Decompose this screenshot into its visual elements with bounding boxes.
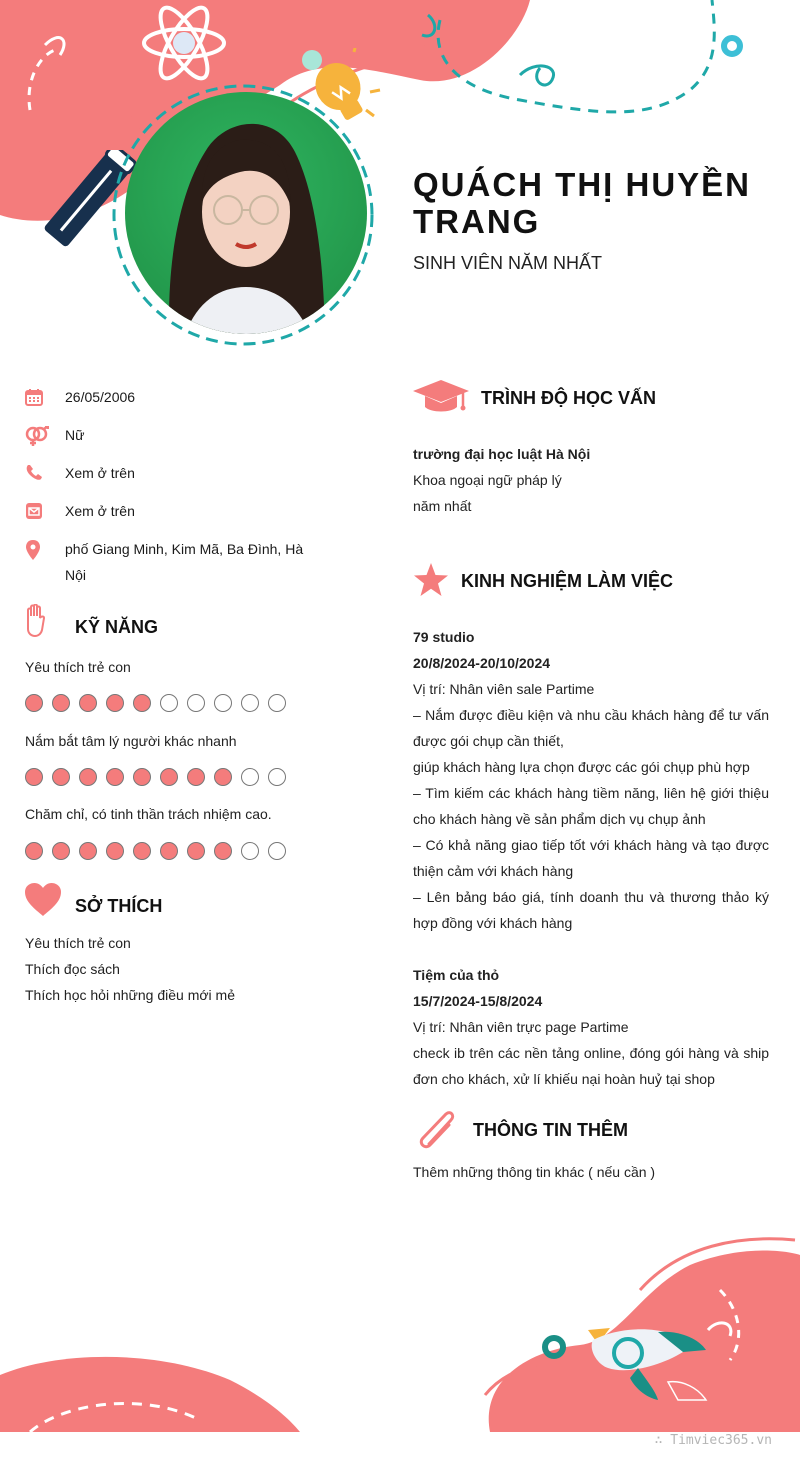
- extra-heading: THÔNG TIN THÊM: [473, 1120, 628, 1140]
- gender-icon: [25, 426, 49, 446]
- contact-email: [25, 498, 325, 524]
- contact-address: [25, 536, 305, 588]
- job-position: Vị trí: Nhân viên sale Partime: [413, 681, 595, 697]
- rating-dot-filled: [133, 694, 151, 712]
- experience-heading: KINH NGHIỆM LÀM VIỆC: [461, 571, 674, 591]
- address-text: phố Giang Minh, Kim Mã, Ba Đình, Hà Nội: [65, 541, 304, 583]
- job-company: Tiệm của thỏ: [413, 967, 500, 983]
- email-text: Xem ở trên: [65, 503, 135, 519]
- education-school: trường đại học luật Hà Nội: [413, 446, 591, 462]
- rating-dot-empty: [268, 694, 286, 712]
- heart-icon: [25, 883, 61, 916]
- rating-dot-empty: [241, 694, 259, 712]
- contact-gender: [25, 422, 325, 448]
- hobby-item: Thích học hỏi những điều mới mẻ: [25, 987, 235, 1003]
- candidate-title: SINH VIÊN NĂM NHẤT: [413, 253, 603, 273]
- contact-birthday: [25, 384, 325, 410]
- job-position: Vị trí: Nhân viên trực page Partime: [413, 1019, 629, 1035]
- rating-dot-empty: [214, 694, 232, 712]
- skill-name: Yêu thích trẻ con: [25, 659, 131, 675]
- job-duty: giúp khách hàng lựa chọn được các gói chụp phù hợp: [413, 759, 750, 775]
- skill-rating: [25, 842, 286, 860]
- job-entry: [413, 962, 769, 1092]
- phone-text: Xem ở trên: [65, 465, 135, 481]
- email-icon: [25, 502, 43, 520]
- skill-rating: [25, 768, 286, 786]
- rating-dot-filled: [106, 842, 124, 860]
- job-entry: [413, 624, 769, 936]
- rating-dot-empty: [160, 694, 178, 712]
- rating-dot-filled: [79, 842, 97, 860]
- star-icon: [413, 563, 449, 597]
- job-duty: – Có khả năng giao tiếp tốt với khách hàng và tạo được thiện cảm với khách hàng: [413, 837, 769, 879]
- rating-dot-filled: [214, 842, 232, 860]
- rating-dot-filled: [25, 768, 43, 786]
- rating-dot-filled: [52, 768, 70, 786]
- avatar: [110, 82, 376, 348]
- watermark: ∴ Timviec365.vn: [654, 1433, 772, 1448]
- education-heading: TRÌNH ĐỘ HỌC VẤN: [481, 388, 656, 408]
- rating-dot-empty: [268, 842, 286, 860]
- birthday-text: 26/05/2006: [65, 389, 136, 405]
- job-duty: – Tìm kiếm các khách hàng tiềm năng, liên hệ giới thiệu cho khách hàng về sản phẩm dịch vụ chụp ảnh: [413, 785, 769, 827]
- rating-dot-filled: [52, 694, 70, 712]
- graduation-cap-icon: [413, 380, 469, 414]
- atom-icon: [140, 2, 228, 84]
- skill-name: Nắm bắt tâm lý người khác nhanh: [25, 733, 237, 749]
- rating-dot-filled: [187, 842, 205, 860]
- rating-dot-filled: [79, 768, 97, 786]
- hand-icon: [25, 604, 47, 638]
- rating-dot-empty: [241, 842, 259, 860]
- job-duty: – Lên bảng báo giá, tính doanh thu và thương thảo ký hợp đồng với khách hàng: [413, 889, 769, 931]
- job-duty: check ib trên các nền tảng online, đóng gói hàng và ship đơn cho khách, xử lí khiếu nại hoàn huỷ tại shop: [413, 1045, 769, 1087]
- rating-dot-filled: [25, 694, 43, 712]
- education-details: [413, 441, 769, 519]
- rating-dot-filled: [79, 694, 97, 712]
- hobby-item: Yêu thích trẻ con: [25, 935, 131, 951]
- rating-dot-empty: [241, 768, 259, 786]
- rating-dot-filled: [106, 694, 124, 712]
- rating-dot-filled: [160, 842, 178, 860]
- rating-dot-filled: [25, 842, 43, 860]
- rating-dot-filled: [133, 842, 151, 860]
- extra-text: Thêm những thông tin khác ( nếu cần ): [413, 1164, 656, 1180]
- job-duty: – Nắm được điều kiện và nhu cầu khách hàng để tư vấn được gói chụp cần thiết,: [413, 707, 769, 749]
- rating-dot-filled: [214, 768, 232, 786]
- phone-icon: [25, 464, 43, 482]
- paperclip-icon: [415, 1108, 459, 1150]
- rocket-icon: [538, 1320, 713, 1410]
- job-period: 15/7/2024-15/8/2024: [413, 993, 543, 1009]
- calendar-icon: [25, 388, 43, 406]
- education-year: năm nhất: [413, 498, 472, 514]
- location-icon: [25, 540, 41, 560]
- skills-heading: KỸ NĂNG: [75, 617, 159, 637]
- hobbies-heading: SỞ THÍCH: [75, 896, 163, 916]
- skill-rating: [25, 694, 286, 712]
- rating-dot-filled: [187, 768, 205, 786]
- gender-text: Nữ: [65, 427, 85, 443]
- rating-dot-empty: [268, 768, 286, 786]
- rating-dot-filled: [133, 768, 151, 786]
- rating-dot-filled: [106, 768, 124, 786]
- job-period: 20/8/2024-20/10/2024: [413, 655, 551, 671]
- hobby-item: Thích đọc sách: [25, 961, 120, 977]
- rating-dot-empty: [187, 694, 205, 712]
- contact-phone: [25, 460, 325, 486]
- candidate-name: QUÁCH THỊ HUYỀN TRANG: [413, 166, 752, 240]
- rating-dot-filled: [52, 842, 70, 860]
- education-major: Khoa ngoại ngữ pháp lý: [413, 472, 562, 488]
- skill-name: Chăm chỉ, có tinh thần trách nhiệm cao.: [25, 806, 272, 822]
- job-company: 79 studio: [413, 629, 475, 645]
- rating-dot-filled: [160, 768, 178, 786]
